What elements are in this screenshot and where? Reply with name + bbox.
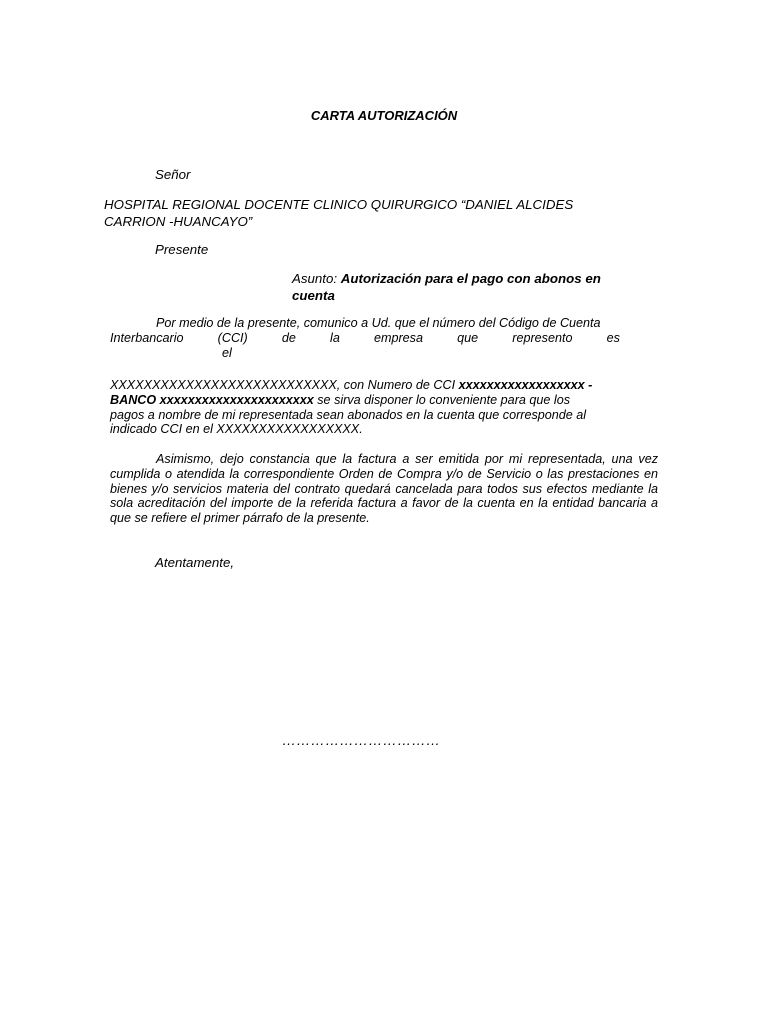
p1-word: es (606, 330, 620, 345)
p1-line-3: el (222, 345, 232, 360)
recipient-line-2: CARRION -HUANCAYO” (104, 214, 253, 229)
closing: Atentamente, (155, 555, 235, 570)
p2-text: se sirva disponer lo conveniente para que los (313, 392, 570, 407)
signature-line: …………………………… (282, 732, 441, 748)
p1-word: de (281, 330, 296, 345)
document-title: CARTA AUTORIZACIÓN (310, 108, 458, 123)
company-placeholder: XXXXXXXXXXXXXXXXXXXXXXXXXXX, con Numero de CCI (110, 378, 459, 392)
recipient-line-1: HOSPITAL REGIONAL DOCENTE CLINICO QUIRURGICO “DANIEL ALCIDES (104, 197, 574, 212)
paragraph-cci-intro (110, 316, 658, 360)
p1-word: que (457, 330, 479, 345)
p1-word: empresa (373, 330, 423, 345)
subject-text-1: Autorización para el pago con abonos en (340, 271, 601, 286)
p1-word: represento (512, 330, 573, 345)
cci-number: xxxxxxxxxxxxxxxxxx - (458, 378, 593, 392)
p1-word: (CCI) (217, 330, 248, 345)
p1-word: la (330, 330, 340, 345)
subject-label: Asunto: (292, 271, 341, 286)
recipient (104, 196, 664, 230)
subject (292, 270, 652, 304)
paragraph-cci-details (110, 378, 658, 437)
p1-word: Interbancario (110, 330, 184, 345)
p2-line-3: pagos a nombre de mi representada sean abonados en la cuenta que corresponde al (110, 407, 587, 422)
bank-name: BANCO xxxxxxxxxxxxxxxxxxxxxx (110, 392, 314, 407)
presente: Presente (155, 242, 209, 257)
subject-text-2: cuenta (292, 288, 335, 303)
paragraph-constancia: Asimismo, dejo constancia que la factura a ser emitida por mi representada, una vez cumplida o atendida la correspondiente Orden de Compra y/o de Servicio o las prestaciones en bienes y/o servicios materia del contrato quedará cancelada para todos sus efectos mediante la sola acreditación del importe de la referida factura a favor de la cuenta en la entidad bancaria a que se refiere el primer párrafo de la presente. (110, 452, 658, 526)
p1-line-2 (110, 331, 620, 346)
salutation: Señor (155, 167, 191, 182)
p2-line-4: indicado CCI en el XXXXXXXXXXXXXXXXX. (110, 422, 363, 437)
p1-line-1: Por medio de la presente, comunico a Ud. que el número del Código de Cuenta (156, 316, 601, 330)
